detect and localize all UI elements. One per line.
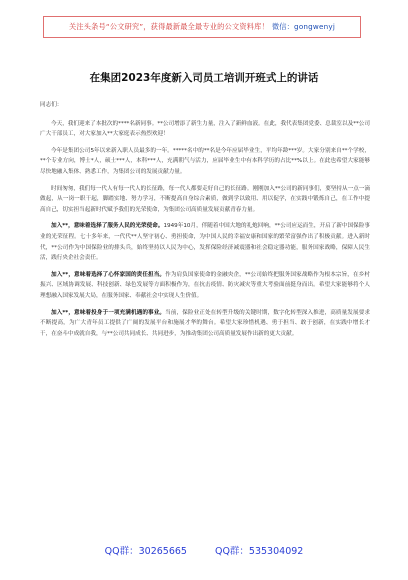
paragraph-text: 当前，保险业正处在转型升级的关键时期，数字化转型深入推进，高质量发展要求不断提高，为广大青年员工提供了广阔的发展平台和施展才华的舞台。希望大家珍惜机遇、勇于担当、敢于创新，在实践中增长才干，在奋斗中成就自我，与**公司共同成长、共同进步，为推动集团公司高质量发展作出新的更大贡献。 <box>40 309 370 337</box>
document-body <box>40 100 370 339</box>
paragraph-text: 今天，我们迎来了本批次的****名新同事。**公司增添了新生力量，注入了新鲜血液。在此，我代表集团党委、总裁室以及**公司广大干部员工，对大家加入**大家庭表示热烈欢迎！ <box>40 120 370 138</box>
qq-group-2: QQ群：535304092 <box>214 546 304 557</box>
banner-wechat: 微信：gongwenyj <box>271 22 336 31</box>
paragraph-text: 今年是集团公司5年以来新入职人员最多的一年。*****名中的**名是今年应届毕业生，平均年龄***岁。大家分别来自**个学校，**个专业方向，博士*人，硕士***人，本科***人，充满朝气与活力，应届毕业生中有本科学历的占比**%以上。在此也希望大家能够尽快地融入集体、熟悉工作，为集团公司的发展贡献力量。 <box>40 147 370 175</box>
paragraph <box>40 308 370 340</box>
paragraph-text: 1949年10月，伴随着中国大地的礼炮回响，**公司应运而生，开启了新中国保险事业的光荣征程。七十多年来，一代代**人坚守初心、勇担使命，为中国人民的幸福安康和国家的繁荣富强作出了积极贡献。进入新时代，**公司作为中国保险业的排头兵，始终坚持以人民为中心，发挥保险经济减震器和社会稳定器功能，服务国家战略，保障人民生活，践行央企社会责任。 <box>40 223 370 262</box>
greeting: 同志们： <box>40 102 63 108</box>
paragraph-text: 时间匆匆，我们每一代人有每一代人的长征路，每一代人都要走好自己的长征路。刚刚加入**公司的新同事们，要坚持从一点一滴做起，从一岗一职干起，脚踏实地、努力学习，不断提高自身综合素质，做到学以致用、用以促学，在实践中锻炼自己，在工作中提高自己，切实担当起新时代赋予我们的光荣使命，为集团公司高质量发展贡献青春力量。 <box>40 185 370 213</box>
paragraph <box>40 146 370 178</box>
footer-contact <box>0 543 408 557</box>
promo-banner[interactable] <box>43 16 361 38</box>
paragraph-lead: 加入**，意味着选择了心怀家国的责任担当。 <box>51 271 166 278</box>
paragraph-text: 作为肩负国家使命的金融央企，**公司始终把服务国家战略作为根本宗旨，在乡村振兴、区域协调发展、科技创新、绿色发展等方面积极作为，在抗击疫情、防灾减灾等重大考验面前挺身而出。希望大家能够将个人理想融入国家发展大局，在服务国家、奉献社会中实现人生价值。 <box>40 271 370 299</box>
paragraph-lead: 加入**，意味着投身于一项充满机遇的事业。 <box>51 309 166 316</box>
qq-group-1: QQ群：30265665 <box>104 546 187 557</box>
paragraph <box>40 270 370 302</box>
paragraph <box>40 184 370 216</box>
paragraph-lead: 加入**，意味着选择了服务人民的光荣使命。 <box>51 223 164 230</box>
document-title: 在集团2023年度新入司员工培训开班式上的讲话 <box>89 72 319 84</box>
paragraph <box>40 119 370 140</box>
paragraph <box>40 221 370 263</box>
banner-text: 关注头条号“公文研究”，获得最新最全最专业的公文资料库！ <box>68 22 269 31</box>
